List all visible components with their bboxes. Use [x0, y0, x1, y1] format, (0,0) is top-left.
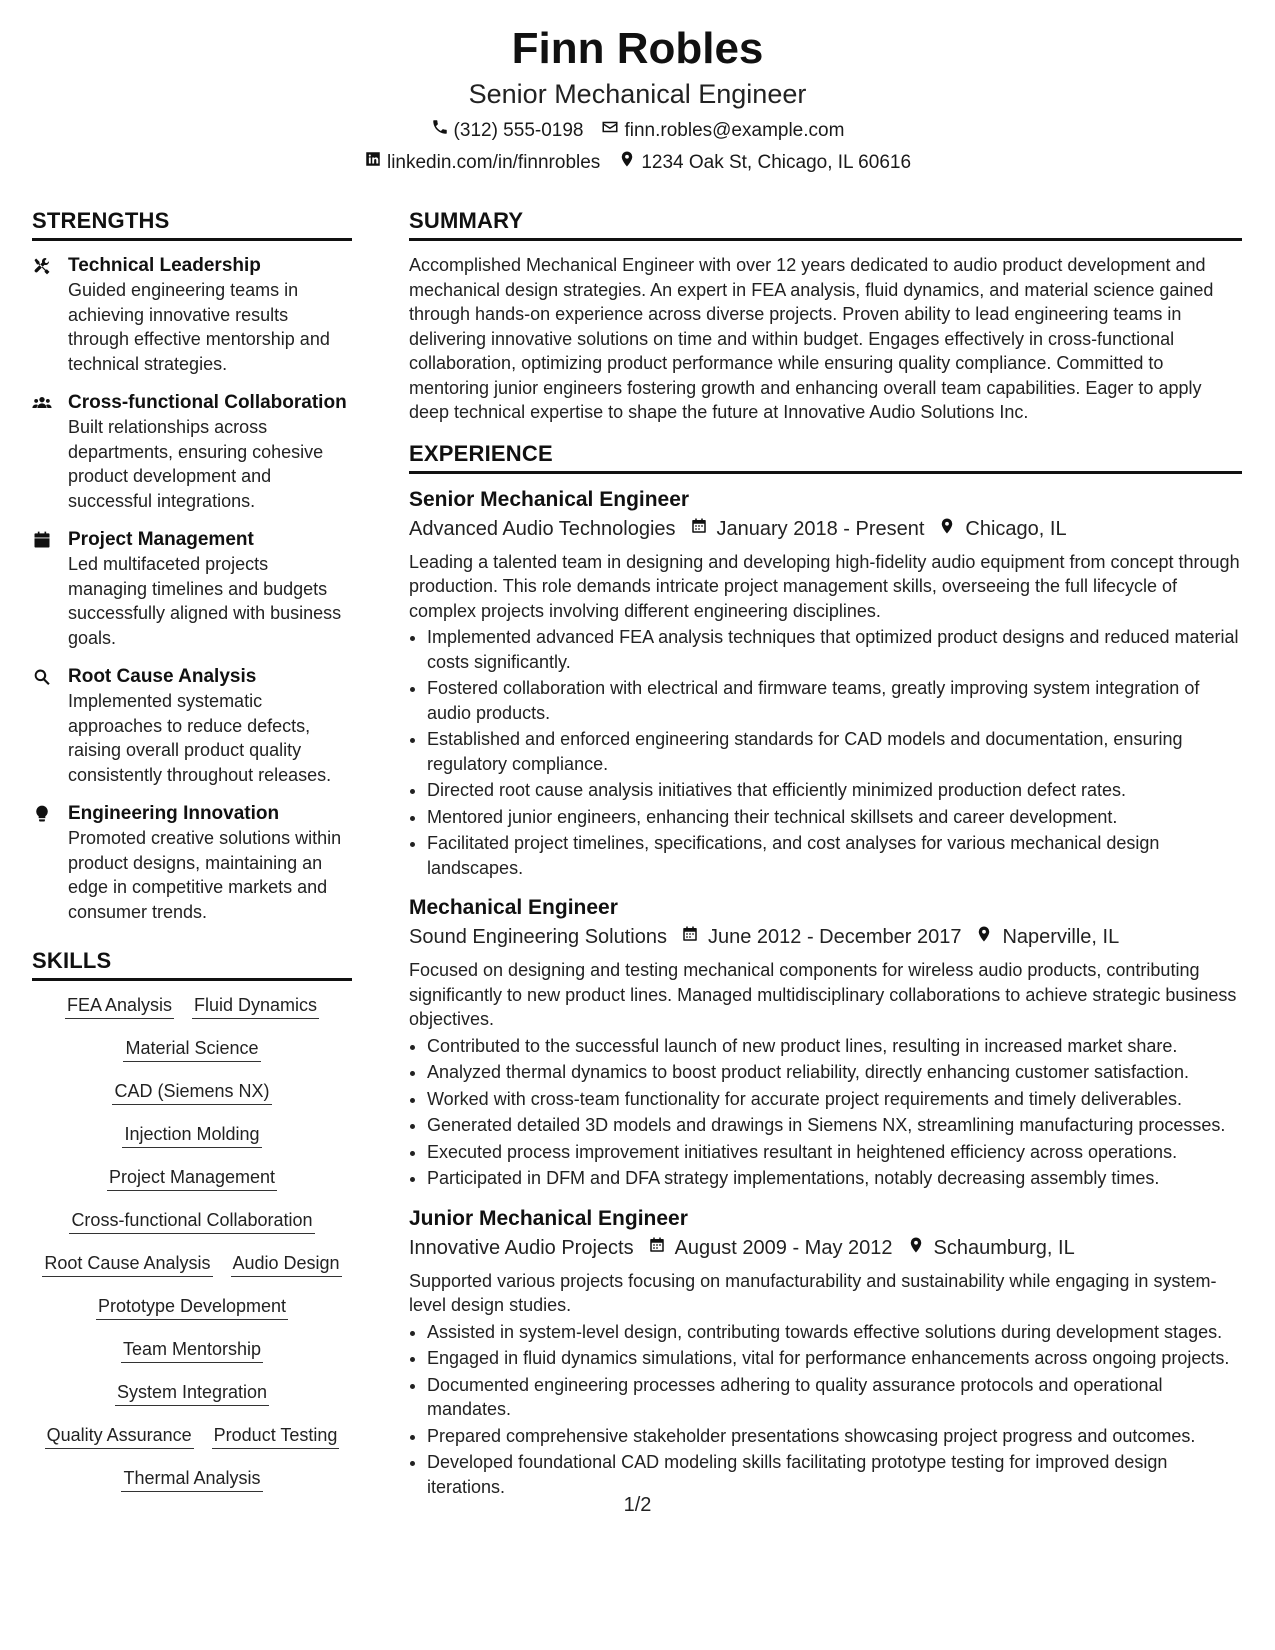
skill-tag: Thermal Analysis — [121, 1466, 262, 1492]
tools-icon — [32, 253, 54, 376]
job-bullets — [409, 1320, 1242, 1500]
skill-row — [32, 1208, 352, 1234]
skill-row — [32, 1036, 352, 1062]
job-dates — [648, 1233, 893, 1263]
page-number: 1/2 — [623, 1494, 652, 1516]
calendar-icon — [681, 922, 699, 952]
skill-tag: Team Mentorship — [121, 1337, 263, 1363]
dates-text: June 2012 - December 2017 — [707, 926, 962, 948]
map-pin-icon — [938, 514, 956, 544]
skills-section — [32, 946, 352, 1492]
skill-tag: Audio Design — [231, 1251, 342, 1277]
bullet-item: • Generated detailed 3D models and drawings in Siemens NX, streamlining manufacturing processes. — [427, 1113, 1242, 1138]
skill-tag: Prototype Development — [96, 1294, 288, 1320]
skill-row — [32, 1380, 352, 1406]
job-company — [409, 1233, 634, 1263]
job-meta — [409, 922, 1242, 952]
linkedin-contact[interactable] — [364, 150, 600, 176]
skill-tag: System Integration — [115, 1380, 269, 1406]
skill-tag: FEA Analysis — [65, 993, 174, 1019]
calendar-icon — [32, 527, 54, 650]
skill-row — [32, 1337, 352, 1363]
left-column — [32, 206, 352, 1509]
skill-row — [32, 1294, 352, 1320]
resume-header — [0, 22, 1275, 176]
phone-text: (312) 555-0198 — [453, 120, 584, 141]
strength-desc: Implemented systematic approaches to reduce defects, raising overall product quality consistently throughout releases. — [68, 691, 332, 785]
job-location — [907, 1233, 1075, 1263]
strength-title: Engineering Innovation — [68, 803, 280, 824]
bullet-item: • Executed process improvement initiatives resultant in heightened efficiency across operations. — [427, 1140, 1242, 1165]
job-title: Junior Mechanical Engineer — [409, 1206, 688, 1230]
bullet-item: • Worked with cross-team functionality for accurate project requirements and timely deliverables. — [427, 1087, 1242, 1112]
email-contact[interactable] — [601, 118, 844, 144]
search-icon — [32, 664, 54, 787]
phone-icon — [431, 118, 449, 144]
summary-heading: SUMMARY — [409, 206, 1242, 241]
lightbulb-icon — [32, 801, 54, 924]
job-location — [975, 922, 1119, 952]
right-column — [409, 206, 1242, 1513]
users-icon — [32, 390, 54, 513]
job-meta — [409, 514, 1242, 544]
strength-item — [32, 527, 352, 650]
experience-heading: EXPERIENCE — [409, 439, 1242, 474]
bullet-item: • Implemented advanced FEA analysis techniques that optimized product designs and reduced material costs significantly. — [427, 625, 1242, 674]
bullet-item: • Directed root cause analysis initiatives that efficiently minimized production defect rates. — [427, 778, 1242, 803]
linkedin-text[interactable]: linkedin.com/in/finnrobles — [386, 152, 601, 173]
skill-row — [32, 1466, 352, 1492]
skill-tag: Cross-functional Collaboration — [69, 1208, 314, 1234]
strength-title: Technical Leadership — [68, 255, 261, 276]
job-description: Supported various projects focusing on manufacturability and sustainability while engaging in system-level design studies. — [409, 1270, 1217, 1315]
skill-tag: Material Science — [123, 1036, 260, 1062]
strength-item — [32, 253, 352, 376]
job-meta — [409, 1233, 1242, 1263]
address-text: 1234 Oak St, Chicago, IL 60616 — [641, 152, 912, 173]
job-entry — [409, 486, 1242, 881]
strengths-heading: STRENGTHS — [32, 206, 352, 241]
skills-heading: SKILLS — [32, 946, 352, 981]
skill-tag: CAD (Siemens NX) — [112, 1079, 271, 1105]
strength-desc: Promoted creative solutions within product designs, maintaining an edge in competitive markets and consumer trends. — [68, 828, 342, 922]
location-text: Schaumburg, IL — [933, 1236, 1075, 1259]
strength-desc: Guided engineering teams in achieving innovative results through effective mentorship and technical strategies. — [68, 280, 330, 374]
bullet-item: • Mentored junior engineers, enhancing their technical skillsets and career development. — [427, 805, 1242, 830]
skill-row — [32, 1122, 352, 1148]
dates-text: August 2009 - May 2012 — [674, 1236, 893, 1259]
job-company — [409, 922, 667, 952]
bullet-item: • Engaged in fluid dynamics simulations, vital for performance enhancements across ongoing projects. — [427, 1346, 1242, 1371]
company-text: Innovative Audio Projects — [409, 1236, 634, 1259]
linkedin-icon — [364, 150, 382, 176]
job-dates — [681, 922, 962, 952]
bullet-item: • Facilitated project timelines, specifications, and cost analyses for various mechanical design landscapes. — [427, 831, 1242, 880]
skill-tag: Quality Assurance — [45, 1423, 194, 1449]
map-pin-icon — [907, 1233, 925, 1263]
contact-row-1 — [0, 118, 1275, 144]
calendar-icon — [690, 514, 708, 544]
skill-tag: Injection Molding — [122, 1122, 261, 1148]
skill-row — [32, 1251, 352, 1277]
job-entry — [409, 894, 1242, 1191]
job-company — [409, 514, 676, 544]
skill-row — [32, 1079, 352, 1105]
job-description: Focused on designing and testing mechanical components for wireless audio products, contributing significantly to new product lines. Managed multidisciplinary collaborations to achieve strategic business objectives. — [409, 960, 1237, 1029]
bullet-item: • Fostered collaboration with electrical and firmware teams, greatly improving system integration of audio products. — [427, 676, 1242, 725]
bullet-item: • Analyzed thermal dynamics to boost product reliability, directly enhancing customer satisfaction. — [427, 1060, 1242, 1085]
bullet-item: • Contributed to the successful launch of new product lines, resulting in increased market share. — [427, 1034, 1242, 1059]
strength-item — [32, 664, 352, 787]
phone-contact — [431, 118, 584, 144]
location-text: Chicago, IL — [965, 517, 1067, 540]
bullet-item: • Documented engineering processes adhering to quality assurance protocols and operational mandates. — [427, 1373, 1242, 1422]
location-text: Naperville, IL — [1002, 926, 1120, 948]
strength-item — [32, 390, 352, 513]
job-entry — [409, 1205, 1242, 1500]
company-text: Advanced Audio Technologies — [409, 517, 676, 540]
calendar-icon — [648, 1233, 666, 1263]
strength-title: Cross-functional Collaboration — [68, 392, 347, 413]
candidate-title: Senior Mechanical Engineer — [468, 79, 807, 109]
job-bullets — [409, 1034, 1242, 1191]
skill-tag: Project Management — [107, 1165, 277, 1191]
bullet-item: • Developed foundational CAD modeling skills facilitating prototype testing for improved design iterations. — [427, 1450, 1242, 1499]
job-title: Mechanical Engineer — [409, 896, 618, 919]
bullet-item: • Participated in DFM and DFA strategy implementations, notably decreasing assembly times. — [427, 1166, 1242, 1191]
email-icon — [601, 118, 619, 144]
bullet-item: • Prepared comprehensive stakeholder presentations showcasing project progress and outcomes. — [427, 1424, 1242, 1449]
address-contact — [618, 150, 911, 176]
candidate-name: Finn Robles — [511, 24, 764, 73]
email-text[interactable]: finn.robles@example.com — [624, 120, 845, 141]
skill-row — [32, 1165, 352, 1191]
skill-tag: Product Testing — [212, 1423, 340, 1449]
strength-item — [32, 801, 352, 924]
company-text: Sound Engineering Solutions — [409, 926, 667, 948]
map-pin-icon — [618, 150, 636, 176]
skill-tag: Fluid Dynamics — [192, 993, 319, 1019]
strength-desc: Built relationships across departments, ensuring cohesive product development and successful integrations. — [68, 417, 324, 511]
job-description: Leading a talented team in designing and developing high-fidelity audio equipment from concept through production. This role demands intricate project management skills, overseeing the full lifecycle of complex projects involving different engineering disciplines. — [409, 551, 1240, 621]
strength-title: Project Management — [68, 529, 254, 550]
job-title: Senior Mechanical Engineer — [409, 487, 690, 511]
bullet-item: • Assisted in system-level design, contributing towards effective solutions during development stages. — [427, 1320, 1242, 1345]
skill-tag: Root Cause Analysis — [42, 1251, 212, 1277]
map-pin-icon — [975, 922, 993, 952]
contact-row-2 — [0, 150, 1275, 176]
strength-desc: Led multifaceted projects managing timelines and budgets successfully aligned with business goals. — [68, 554, 342, 648]
job-dates — [690, 514, 925, 544]
dates-text: January 2018 - Present — [716, 517, 925, 540]
skill-row — [32, 1423, 352, 1449]
bullet-item: • Established and enforced engineering standards for CAD models and documentation, ensuring regulatory compliance. — [427, 727, 1242, 776]
skill-row — [32, 993, 352, 1019]
strength-title: Root Cause Analysis — [68, 666, 257, 687]
job-bullets — [409, 625, 1242, 880]
summary-text: Accomplished Mechanical Engineer with over 12 years dedicated to audio product development and mechanical design strategies. An expert in FEA analysis, fluid dynamics, and material science gained through hands-on experience across diverse projects. Proven ability to lead engineering teams in delivering innovative solutions on time and within budget. Engages effectively in cross-functional collaboration, optimizing product performance while ensuring quality compliance. Committed to mentoring junior engineers fostering growth and enhancing overall team capabilities. Eager to apply deep technical expertise to shape the future at Innovative Audio Solutions Inc. — [409, 255, 1214, 422]
job-location — [938, 514, 1066, 544]
